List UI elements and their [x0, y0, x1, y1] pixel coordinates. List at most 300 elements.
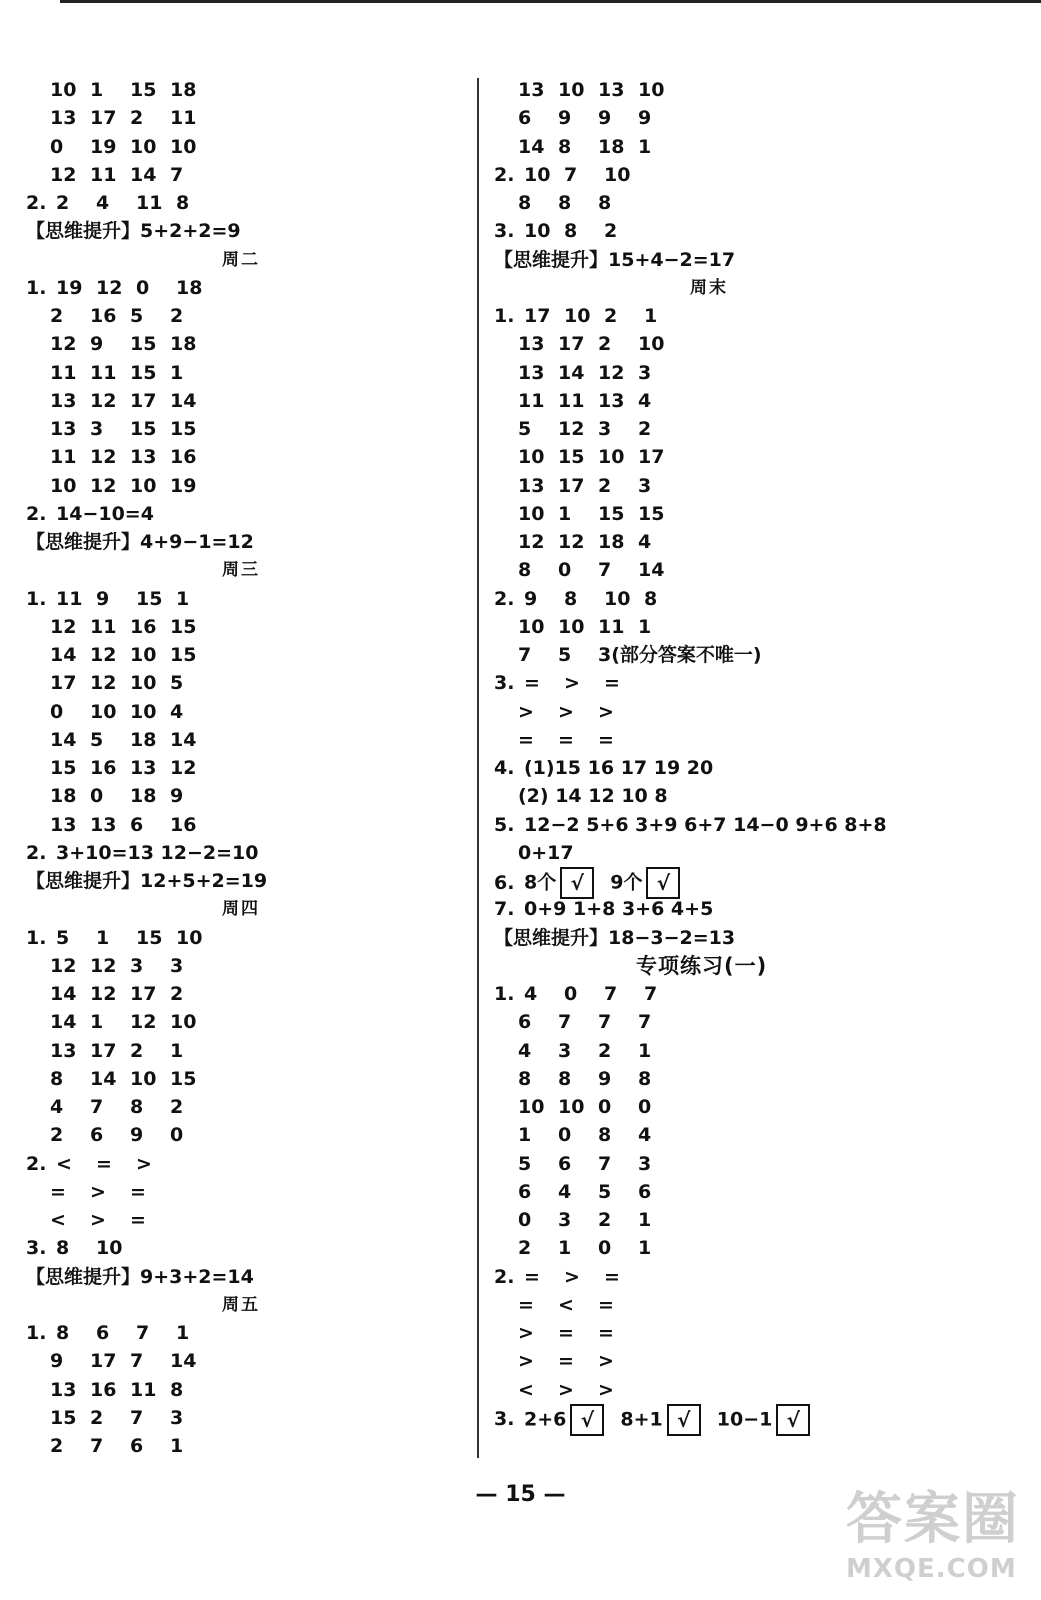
answer-value: 7 [136, 1322, 150, 1344]
answer-value: 10 [558, 79, 585, 101]
answer-line [494, 217, 644, 245]
answer-value: 10 [90, 700, 117, 723]
answer-line [494, 895, 713, 923]
answer-value: 10 [638, 79, 665, 101]
answer-value: 8 [518, 559, 532, 582]
answer-value: 13 [130, 446, 157, 469]
answer-line [50, 669, 210, 697]
answer-value: > [90, 1209, 106, 1231]
checkmark-box-icon: √ [667, 1404, 701, 1436]
answer-value: 1 [96, 926, 110, 949]
answer-text: 0+9 1+8 3+6 4+5 [524, 898, 714, 921]
answer-value: 5 [56, 926, 70, 949]
checkmark-box-icon: √ [560, 867, 594, 899]
answer-value: 7 [130, 1406, 144, 1429]
answer-value: 6 [130, 1435, 144, 1457]
answer-value: 13 [50, 1039, 77, 1062]
answer-value: 11 [598, 615, 625, 638]
answer-line [518, 1178, 678, 1206]
answer-text: (2) 14 12 10 8 [518, 785, 668, 808]
answer-value: 14 [638, 559, 665, 582]
answer-line [50, 1206, 170, 1234]
answer-value: 12 [50, 954, 77, 977]
answer-line [50, 472, 210, 500]
answer-line [50, 359, 210, 387]
answer-line [50, 443, 210, 471]
answer-value: 2 [56, 192, 70, 214]
answer-text: (1)15 16 17 19 20 [524, 757, 714, 779]
answer-value: > [598, 1350, 614, 1373]
answer-line [518, 1347, 638, 1375]
answer-value: 14 [50, 728, 77, 751]
answer-text: 14−10=4 [56, 502, 154, 525]
answer-value: 1 [176, 587, 190, 610]
answer-value: 2 [170, 305, 184, 327]
answer-value: 8 [50, 1067, 64, 1090]
answer-value: 2 [604, 220, 618, 243]
question-number: 1. [494, 305, 515, 327]
answer-value: 8 [56, 1237, 70, 1260]
answer-value: 3 [170, 1406, 184, 1429]
answer-line [494, 161, 644, 189]
answer-text: 【思维提升】4+9−1=12 [26, 531, 254, 553]
answer-line [50, 415, 210, 443]
answer-text: 【思维提升】18−3−2=13 [494, 926, 736, 949]
answer-value: 10 [564, 305, 591, 327]
answer-value: 17 [130, 389, 157, 412]
answer-value: 7 [598, 1152, 612, 1175]
answer-value: 0 [598, 1237, 612, 1260]
answer-value: 12 [130, 1011, 157, 1034]
answer-line [518, 1291, 638, 1319]
answer-value: 14 [50, 1011, 77, 1034]
answer-line [518, 726, 638, 754]
answer-value: 14 [50, 983, 77, 1005]
answer-value: 8 [558, 135, 572, 158]
answer-value: 0 [564, 983, 578, 1005]
answer-value: = [598, 728, 614, 751]
answer-value: = [598, 1322, 614, 1344]
answer-value: 18 [598, 531, 625, 553]
answer-value: < [558, 1293, 574, 1316]
answer-value: 15 [130, 333, 157, 356]
answer-line [50, 980, 210, 1008]
section-heading: 周四 [222, 899, 260, 920]
question-number: 7. [494, 898, 515, 921]
answer-text: 【思维提升】12+5+2=19 [26, 870, 268, 892]
answer-line [494, 980, 684, 1008]
answer-value: 5 [558, 644, 572, 666]
answer-value: 4 [638, 389, 652, 412]
answer-value: = [130, 1180, 146, 1203]
answer-text: 【思维提升】9+3+2=14 [26, 1265, 254, 1288]
answer-line [50, 161, 210, 189]
answer-line [50, 1037, 210, 1065]
answer-value: 8 [558, 192, 572, 214]
answer-line [50, 330, 210, 358]
answer-value: 18 [170, 79, 197, 101]
answer-line [50, 1178, 170, 1206]
question-number: 3. [494, 1408, 515, 1431]
answer-value: 6 [638, 1180, 652, 1203]
answer-value: 5 [598, 1180, 612, 1203]
answer-value: 0 [638, 1096, 652, 1118]
answer-text: 12−2 5+6 3+9 6+7 14−0 9+6 8+8 [524, 813, 887, 836]
answer-value: 0 [598, 1096, 612, 1118]
page-number: — 15 — [475, 1482, 566, 1507]
answer-line [494, 246, 735, 274]
answer-value: 13 [50, 418, 77, 440]
answer-value: 17 [130, 983, 157, 1005]
answer-value: 15 [130, 361, 157, 384]
answer-value: 9 [90, 333, 104, 356]
answer-value: 1 [170, 1039, 184, 1062]
answer-value: 17 [90, 107, 117, 130]
question-number: 3. [494, 672, 515, 695]
answer-value: 1 [176, 1322, 190, 1344]
question-number: 3. [494, 220, 515, 243]
answer-value: 7 [598, 1011, 612, 1034]
answer-value: 13 [50, 1378, 77, 1401]
answer-value: 12 [558, 531, 585, 553]
answer-value: 7 [170, 163, 184, 186]
answer-value: = [50, 1180, 66, 1203]
answer-value: 10 [604, 163, 631, 186]
answer-line [518, 641, 776, 669]
answer-value: > [598, 1378, 614, 1401]
answer-value: > [518, 1322, 534, 1344]
answer-line [494, 924, 735, 952]
answer-value: 14 [50, 644, 77, 666]
answer-value: 6 [518, 107, 532, 130]
answer-value: 0 [50, 700, 64, 723]
answer-value: 2 [130, 1039, 144, 1062]
answer-value: 0 [558, 1124, 572, 1147]
answer-line [494, 811, 887, 839]
answer-value: 8 [598, 192, 612, 214]
answer-value: 8 [644, 587, 658, 610]
section-heading: 周五 [222, 1294, 260, 1315]
answer-value: 8 [598, 1124, 612, 1147]
answer-value: 19 [90, 135, 117, 158]
answer-value: 17 [90, 1350, 117, 1373]
answer-line [518, 1037, 678, 1065]
answer-value: 9 [598, 1067, 612, 1090]
answer-value: 16 [130, 615, 157, 638]
answer-value: 12 [90, 474, 117, 497]
answer-value: 15 [50, 757, 77, 779]
answer-value: 2 [170, 983, 184, 1005]
answer-value: 15 [136, 926, 163, 949]
answer-value: 6 [90, 1124, 104, 1147]
answer-value: 4 [50, 1096, 64, 1118]
answer-text: 3+10=13 12−2=10 [56, 841, 259, 864]
answer-value: 13 [598, 79, 625, 101]
checkmark-box-icon: √ [776, 1404, 810, 1436]
answer-value: 8 [564, 220, 578, 243]
answer-value: 2 [90, 1406, 104, 1429]
answer-value: 1 [638, 135, 652, 158]
answer-value: 10 [50, 474, 77, 497]
answer-value: 3 [558, 1039, 572, 1062]
answer-value: 11 [136, 192, 163, 214]
answer-value: 10 [130, 672, 157, 695]
answer-line [518, 1065, 678, 1093]
answer-line [26, 924, 216, 952]
answer-line [50, 76, 210, 104]
answer-value: > [518, 700, 534, 723]
answer-value: > [564, 1265, 580, 1288]
answer-value: 4 [524, 983, 538, 1005]
answer-line [26, 867, 267, 895]
answer-value: 18 [130, 728, 157, 751]
answer-value: 0 [170, 1124, 184, 1147]
question-number: 2. [26, 841, 47, 864]
question-number: 2. [494, 163, 515, 186]
checkmark-box-icon: √ [646, 867, 680, 899]
question-number: 1. [26, 276, 47, 299]
answer-value: 6 [518, 1180, 532, 1203]
answer-line [26, 217, 241, 245]
answer-value: 10 [130, 474, 157, 497]
answer-value: 6 [130, 813, 144, 836]
answer-line [50, 104, 210, 132]
answer-value: 13 [90, 813, 117, 836]
answer-text: 【思维提升】15+4−2=17 [494, 248, 736, 271]
answer-value: 14 [90, 1067, 117, 1090]
answer-value: 12 [170, 757, 197, 779]
answer-value: 12 [90, 983, 117, 1005]
answer-value: 3 [598, 418, 612, 440]
answer-value: 12 [50, 615, 77, 638]
question-number: 2. [26, 502, 47, 525]
answer-line [518, 133, 678, 161]
answer-value: 16 [90, 757, 117, 779]
answer-value: 3 [90, 418, 104, 440]
section-heading: 专项练习(一) [636, 953, 768, 978]
answer-value: 2 [638, 418, 652, 440]
question-number: 2. [26, 192, 47, 214]
answer-line [50, 726, 210, 754]
answer-value: 12 [598, 361, 625, 384]
answer-line [518, 528, 678, 556]
answer-value: 1 [638, 1237, 652, 1260]
answer-value: 10 [638, 333, 665, 356]
answer-value: 2 [130, 107, 144, 130]
answer-value: 13 [50, 107, 77, 130]
question-number: 4. [494, 757, 515, 779]
answer-value: 10 [130, 135, 157, 158]
answer-value: 19 [170, 474, 197, 497]
answer-value: 7 [90, 1096, 104, 1118]
answer-line [518, 556, 678, 584]
answer-value: 3 [130, 954, 144, 977]
question-number: 3. [26, 1237, 47, 1260]
answer-line [518, 1234, 678, 1262]
answer-line [50, 811, 210, 839]
answer-line [518, 1150, 678, 1178]
answer-value: 18 [170, 333, 197, 356]
answer-value: 10 [558, 615, 585, 638]
answer-line [26, 274, 216, 302]
answer-line [26, 500, 154, 528]
answer-value: 10 [130, 1067, 157, 1090]
answer-value: 10 [170, 1011, 197, 1034]
answer-value: 12 [90, 389, 117, 412]
answer-value: < [56, 1152, 72, 1175]
answer-line [50, 387, 210, 415]
answer-value: 9 [130, 1124, 144, 1147]
column-divider [477, 78, 479, 1458]
answer-value: 10 [50, 79, 77, 101]
answer-value: 18 [598, 135, 625, 158]
answer-value: 10 [130, 644, 157, 666]
answer-line [26, 1319, 216, 1347]
answer-value: 7 [130, 1350, 144, 1373]
answer-line [50, 1376, 210, 1404]
answer-value: 12 [90, 954, 117, 977]
answer-value: 10 [176, 926, 203, 949]
answer-value: 15 [598, 502, 625, 525]
answer-value: 2 [50, 305, 64, 327]
answer-value: 15 [638, 502, 665, 525]
answer-value: 1 [90, 1011, 104, 1034]
answer-value: 7 [644, 983, 658, 1005]
answer-line [518, 1093, 678, 1121]
answer-value: 8 [518, 1067, 532, 1090]
answer-value: 5 [518, 418, 532, 440]
watermark-line1: 答案圈 [846, 1487, 1020, 1552]
answer-value: 1 [90, 79, 104, 101]
answer-value: 2 [598, 333, 612, 356]
answer-value: = [518, 728, 534, 751]
answer-line [518, 76, 678, 104]
answer-line [50, 698, 210, 726]
answer-value: 3 [638, 1152, 652, 1175]
answer-value: 10 [96, 1237, 123, 1260]
answer-value: 17 [638, 446, 665, 469]
answer-value: 4 [170, 700, 184, 723]
answer-value: 2 [50, 1435, 64, 1457]
answer-value: 15 [170, 615, 197, 638]
answer-value: 10 [518, 502, 545, 525]
answer-value: 8 [518, 192, 532, 214]
answer-line [518, 104, 678, 132]
answer-line [518, 500, 678, 528]
answer-value: 11 [50, 361, 77, 384]
answer-value: 15 [136, 587, 163, 610]
answer-line [26, 839, 259, 867]
watermark-line2: MXQE.COM [846, 1554, 1017, 1584]
answer-value: 11 [558, 389, 585, 412]
answer-value: 4 [638, 531, 652, 553]
answer-value: 11 [90, 361, 117, 384]
answer-value: 2 [170, 1096, 184, 1118]
answer-value: 17 [558, 474, 585, 497]
answer-value: 11 [90, 615, 117, 638]
answer-value: < [50, 1209, 66, 1231]
answer-value: 6 [558, 1152, 572, 1175]
answer-value: 11 [170, 107, 197, 130]
answer-value: 7 [90, 1435, 104, 1457]
answer-value: 10 [524, 220, 551, 243]
answer-line [518, 359, 678, 387]
answer-value: 13 [518, 333, 545, 356]
section-heading: 周三 [222, 560, 260, 581]
answer-value: = [518, 1293, 534, 1316]
answer-line [518, 698, 638, 726]
answer-value: 7 [604, 983, 618, 1005]
answer-line [518, 782, 668, 810]
answer-value: 7 [558, 1011, 572, 1034]
answer-line [494, 302, 684, 330]
top-rule [60, 0, 1041, 3]
answer-value: 0 [136, 276, 150, 299]
answer-value: 0 [50, 135, 64, 158]
answer-line [518, 330, 678, 358]
checkmark-box-icon: √ [570, 1404, 604, 1436]
answer-value: 8 [564, 587, 578, 610]
answer-value: < [518, 1378, 534, 1401]
answer-value: 9 [558, 107, 572, 130]
answer-value: 14 [170, 728, 197, 751]
question-number: 2. [26, 1152, 47, 1175]
answer-line [26, 585, 216, 613]
answer-line [26, 528, 254, 556]
answer-line [50, 1093, 210, 1121]
answer-value: 8 [176, 192, 190, 214]
answer-value: 11 [518, 389, 545, 412]
answer-line [50, 302, 210, 330]
answer-line [518, 1008, 678, 1036]
answer-value: 19 [56, 276, 83, 299]
answer-value: 18 [50, 785, 77, 808]
choice-label: 10−1 [716, 1408, 773, 1431]
answer-value: 13 [598, 389, 625, 412]
answer-value: 11 [90, 163, 117, 186]
answer-value: 12 [90, 446, 117, 469]
answer-line [50, 754, 210, 782]
answer-value: 6 [96, 1322, 110, 1344]
answer-value: 5 [170, 672, 184, 695]
question-number: 5. [494, 813, 515, 836]
answer-value: 7 [598, 559, 612, 582]
answer-value: = [558, 728, 574, 751]
answer-value: > [558, 1378, 574, 1401]
answer-line [50, 1404, 210, 1432]
answer-value: > [518, 1350, 534, 1373]
answer-line [494, 585, 684, 613]
answer-value: = [558, 1350, 574, 1373]
answer-value: 9 [170, 785, 184, 808]
answer-value: 13 [518, 79, 545, 101]
answer-value: 16 [90, 1378, 117, 1401]
answer-value: 8 [558, 1067, 572, 1090]
answer-line [518, 415, 678, 443]
answer-value: 8 [638, 1067, 652, 1090]
answer-value: 0 [518, 1209, 532, 1231]
answer-line [518, 189, 638, 217]
answer-value: 1 [644, 305, 658, 327]
answer-line [26, 189, 216, 217]
answer-line [494, 867, 696, 895]
answer-value: 1 [558, 1237, 572, 1260]
answer-value: 2 [604, 305, 618, 327]
answer-value: 8 [170, 1378, 184, 1401]
answer-value: 2 [518, 1237, 532, 1260]
answer-value: 2 [598, 474, 612, 497]
answer-value: 1 [170, 361, 184, 384]
